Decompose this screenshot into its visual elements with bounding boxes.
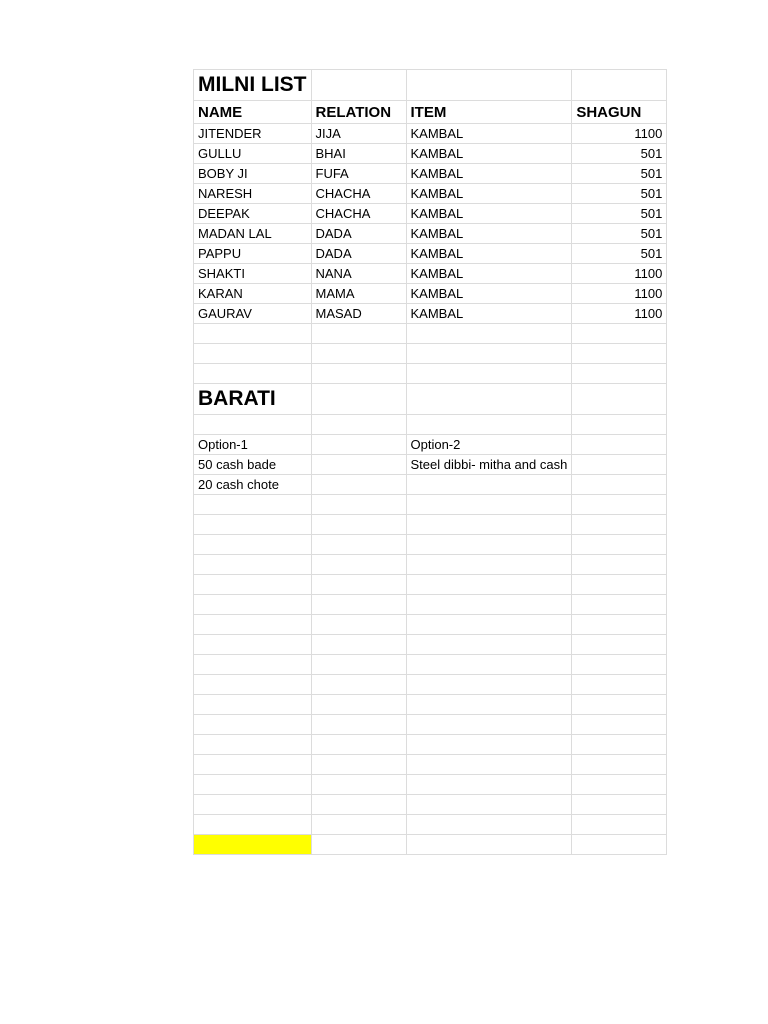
sheet-cell[interactable]: [572, 595, 667, 615]
sheet-cell[interactable]: [311, 775, 406, 795]
sheet-cell[interactable]: [311, 575, 406, 595]
milni-row: [194, 144, 667, 164]
sheet-cell[interactable]: [311, 455, 406, 475]
sheet-cell[interactable]: [194, 675, 312, 695]
sheet-cell[interactable]: [311, 515, 406, 535]
milni-header-row: [194, 101, 667, 124]
sheet-cell[interactable]: [194, 775, 312, 795]
sheet-cell[interactable]: [406, 775, 572, 795]
sheet-cell[interactable]: [311, 415, 406, 435]
sheet-cell[interactable]: [311, 735, 406, 755]
milni-row: [194, 164, 667, 184]
option-1-label[interactable]: Option-1: [194, 435, 312, 455]
sheet-cell[interactable]: [572, 615, 667, 635]
sheet-cell[interactable]: [311, 364, 406, 384]
name-cell[interactable]: JITENDER: [194, 124, 312, 144]
sheet-cell[interactable]: [572, 435, 667, 455]
relation-cell[interactable]: CHACHA: [311, 204, 406, 224]
item-cell[interactable]: KAMBAL: [406, 144, 572, 164]
sheet-cell[interactable]: [194, 755, 312, 775]
option-detail-row: [194, 475, 667, 495]
sheet-cell[interactable]: [572, 735, 667, 755]
empty-row: [194, 515, 667, 535]
sheet-cell[interactable]: [572, 344, 667, 364]
sheet-cell[interactable]: [194, 655, 312, 675]
sheet-cell[interactable]: [311, 555, 406, 575]
shagun-cell[interactable]: 501: [572, 144, 667, 164]
sheet-cell[interactable]: [194, 575, 312, 595]
empty-row: [194, 655, 667, 675]
milni-row: [194, 124, 667, 144]
sheet-cell[interactable]: [406, 344, 572, 364]
option-1-detail[interactable]: 20 cash chote: [194, 475, 312, 495]
sheet-cell[interactable]: [406, 755, 572, 775]
name-cell[interactable]: DEEPAK: [194, 204, 312, 224]
sheet-cell[interactable]: [194, 695, 312, 715]
header-name[interactable]: NAME: [194, 101, 312, 124]
sheet-cell[interactable]: [311, 675, 406, 695]
milni-row: [194, 204, 667, 224]
relation-cell[interactable]: NANA: [311, 264, 406, 284]
sheet-cell[interactable]: [311, 755, 406, 775]
sheet-cell[interactable]: [311, 435, 406, 455]
empty-row: [194, 344, 667, 364]
item-cell[interactable]: KAMBAL: [406, 124, 572, 144]
sheet-cell[interactable]: [406, 364, 572, 384]
options-row: [194, 435, 667, 455]
milni-row: [194, 184, 667, 204]
sheet-cell[interactable]: [406, 835, 572, 855]
sheet-cell[interactable]: [406, 695, 572, 715]
sheet-cell[interactable]: [406, 555, 572, 575]
sheet-cell[interactable]: [194, 635, 312, 655]
sheet-cell[interactable]: [311, 615, 406, 635]
empty-row: [194, 795, 667, 815]
sheet-cell[interactable]: [311, 324, 406, 344]
milni-row: [194, 244, 667, 264]
sheet-cell[interactable]: [406, 415, 572, 435]
sheet-cell[interactable]: [311, 655, 406, 675]
header-shagun[interactable]: SHAGUN: [572, 101, 667, 124]
sheet-cell[interactable]: [572, 775, 667, 795]
sheet-cell[interactable]: [311, 595, 406, 615]
sheet-cell[interactable]: [572, 364, 667, 384]
empty-row: [194, 615, 667, 635]
relation-cell[interactable]: BHAI: [311, 144, 406, 164]
empty-row: [194, 675, 667, 695]
sheet-cell[interactable]: [311, 835, 406, 855]
sheet-cell[interactable]: [572, 495, 667, 515]
empty-row: [194, 755, 667, 775]
empty-row: [194, 324, 667, 344]
sheet-cell[interactable]: [572, 384, 667, 415]
empty-row: [194, 495, 667, 515]
sheet-cell[interactable]: [572, 535, 667, 555]
name-cell[interactable]: GULLU: [194, 144, 312, 164]
empty-row: [194, 735, 667, 755]
sheet-cell[interactable]: [194, 795, 312, 815]
sheet-cell[interactable]: [311, 635, 406, 655]
sheet-cell[interactable]: [406, 735, 572, 755]
sheet-cell[interactable]: [572, 575, 667, 595]
sheet-cell[interactable]: [572, 695, 667, 715]
empty-row: [194, 715, 667, 735]
sheet-cell[interactable]: [572, 795, 667, 815]
header-item[interactable]: ITEM: [406, 101, 572, 124]
sheet-cell[interactable]: [194, 364, 312, 384]
name-cell[interactable]: MADAN LAL: [194, 224, 312, 244]
sheet-cell[interactable]: [572, 815, 667, 835]
sheet-cell[interactable]: [572, 555, 667, 575]
sheet-cell[interactable]: [311, 535, 406, 555]
milni-title[interactable]: MILNI LIST: [194, 70, 312, 101]
milni-row: [194, 224, 667, 244]
name-cell[interactable]: KARAN: [194, 284, 312, 304]
sheet-cell[interactable]: [311, 384, 406, 415]
sheet-cell[interactable]: [406, 575, 572, 595]
sheet-cell[interactable]: [572, 475, 667, 495]
relation-cell[interactable]: MAMA: [311, 284, 406, 304]
sheet-cell[interactable]: [194, 615, 312, 635]
shagun-cell[interactable]: 501: [572, 164, 667, 184]
empty-row: [194, 695, 667, 715]
sheet-cell[interactable]: [194, 344, 312, 364]
header-relation[interactable]: RELATION: [311, 101, 406, 124]
sheet-cell[interactable]: [406, 815, 572, 835]
sheet-cell[interactable]: [194, 415, 312, 435]
relation-cell[interactable]: DADA: [311, 224, 406, 244]
item-cell[interactable]: KAMBAL: [406, 184, 572, 204]
sheet-cell[interactable]: [572, 70, 667, 101]
sheet-cell[interactable]: [194, 324, 312, 344]
barati-title-row: [194, 384, 667, 415]
sheet-cell[interactable]: [406, 515, 572, 535]
sheet-cell[interactable]: [572, 324, 667, 344]
sheet-cell[interactable]: [311, 495, 406, 515]
shagun-cell[interactable]: 1100: [572, 264, 667, 284]
sheet-cell[interactable]: [406, 475, 572, 495]
relation-cell[interactable]: JIJA: [311, 124, 406, 144]
name-cell[interactable]: GAURAV: [194, 304, 312, 324]
sheet-cell[interactable]: [194, 595, 312, 615]
sheet-cell[interactable]: [572, 455, 667, 475]
name-cell[interactable]: PAPPU: [194, 244, 312, 264]
sheet-cell[interactable]: [572, 675, 667, 695]
sheet-cell[interactable]: [194, 815, 312, 835]
sheet-cell[interactable]: [406, 495, 572, 515]
name-cell[interactable]: BOBY JI: [194, 164, 312, 184]
milni-title-row: [194, 70, 667, 101]
sheet-cell[interactable]: [572, 715, 667, 735]
empty-row: [194, 555, 667, 575]
sheet-cell[interactable]: [406, 635, 572, 655]
sheet-cell[interactable]: [406, 715, 572, 735]
milni-row: [194, 284, 667, 304]
sheet-cell[interactable]: [194, 555, 312, 575]
sheet-cell[interactable]: [406, 795, 572, 815]
shagun-cell[interactable]: 501: [572, 224, 667, 244]
sheet-cell[interactable]: [572, 755, 667, 775]
sheet-cell[interactable]: [311, 795, 406, 815]
milni-row: [194, 264, 667, 284]
sheet-cell[interactable]: [406, 535, 572, 555]
spreadsheet-grid: [193, 69, 667, 855]
sheet-cell[interactable]: [406, 615, 572, 635]
name-cell[interactable]: SHAKTI: [194, 264, 312, 284]
item-cell[interactable]: KAMBAL: [406, 304, 572, 324]
sheet-cell[interactable]: [406, 384, 572, 415]
empty-row: [194, 595, 667, 615]
shagun-cell[interactable]: 501: [572, 244, 667, 264]
empty-row: [194, 415, 667, 435]
sheet-cell[interactable]: [311, 344, 406, 364]
sheet-cell[interactable]: [406, 595, 572, 615]
name-cell[interactable]: NARESH: [194, 184, 312, 204]
sheet-cell[interactable]: [311, 815, 406, 835]
sheet-cell[interactable]: [406, 655, 572, 675]
shagun-cell[interactable]: 1100: [572, 124, 667, 144]
empty-row: [194, 815, 667, 835]
highlighted-cell[interactable]: [194, 835, 312, 855]
empty-row: [194, 535, 667, 555]
sheet-cell[interactable]: [311, 70, 406, 101]
shagun-cell[interactable]: 501: [572, 204, 667, 224]
sheet-cell[interactable]: [572, 415, 667, 435]
item-cell[interactable]: KAMBAL: [406, 264, 572, 284]
sheet-cell[interactable]: [194, 535, 312, 555]
sheet-cell[interactable]: [572, 515, 667, 535]
option-1-detail[interactable]: 50 cash bade: [194, 455, 312, 475]
empty-row: [194, 635, 667, 655]
relation-cell[interactable]: CHACHA: [311, 184, 406, 204]
sheet-cell[interactable]: [194, 495, 312, 515]
sheet-cell[interactable]: [572, 635, 667, 655]
sheet-cell[interactable]: [194, 515, 312, 535]
option-2-detail[interactable]: Steel dibbi- mitha and cash: [406, 455, 572, 475]
sheet-cell[interactable]: [406, 324, 572, 344]
option-2-label[interactable]: Option-2: [406, 435, 572, 455]
relation-cell[interactable]: MASAD: [311, 304, 406, 324]
sheet-cell[interactable]: [194, 735, 312, 755]
empty-row: [194, 364, 667, 384]
item-cell[interactable]: KAMBAL: [406, 224, 572, 244]
relation-cell[interactable]: FUFA: [311, 164, 406, 184]
item-cell[interactable]: KAMBAL: [406, 244, 572, 264]
shagun-cell[interactable]: 501: [572, 184, 667, 204]
sheet-cell[interactable]: [406, 675, 572, 695]
empty-row: [194, 835, 667, 855]
sheet-cell[interactable]: [311, 715, 406, 735]
empty-row: [194, 575, 667, 595]
sheet-cell[interactable]: [572, 835, 667, 855]
sheet-cell[interactable]: [311, 475, 406, 495]
item-cell[interactable]: KAMBAL: [406, 204, 572, 224]
sheet-cell[interactable]: [311, 695, 406, 715]
shagun-cell[interactable]: 1100: [572, 284, 667, 304]
spreadsheet-body: [194, 70, 667, 855]
item-cell[interactable]: KAMBAL: [406, 164, 572, 184]
milni-row: [194, 304, 667, 324]
shagun-cell[interactable]: 1100: [572, 304, 667, 324]
sheet-cell[interactable]: [194, 715, 312, 735]
sheet-cell[interactable]: [406, 70, 572, 101]
relation-cell[interactable]: DADA: [311, 244, 406, 264]
option-detail-row: [194, 455, 667, 475]
barati-title[interactable]: BARATI: [194, 384, 312, 415]
sheet-cell[interactable]: [572, 655, 667, 675]
item-cell[interactable]: KAMBAL: [406, 284, 572, 304]
empty-row: [194, 775, 667, 795]
